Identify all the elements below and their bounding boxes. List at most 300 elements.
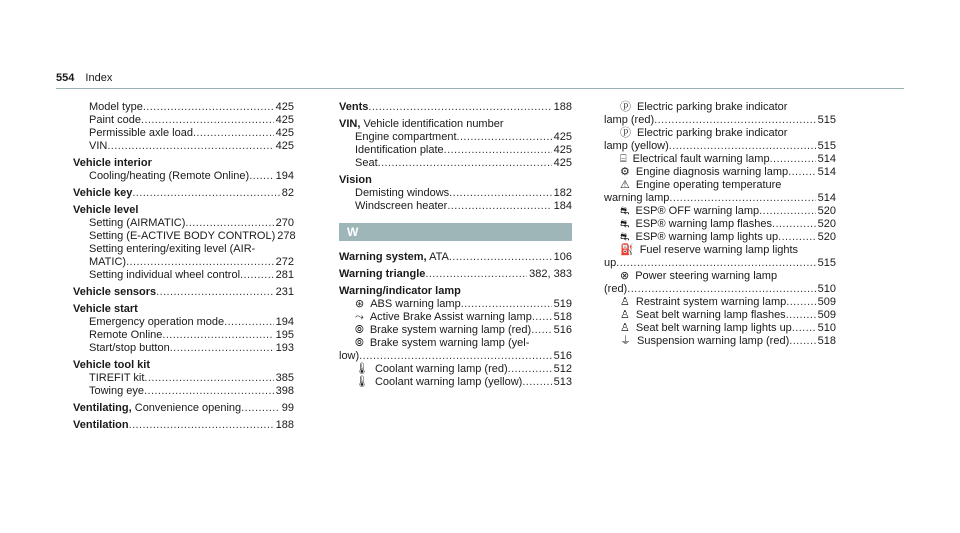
page-ref: 509: [817, 296, 836, 308]
entry-label: Electrical fault warning lamp: [632, 153, 770, 165]
leader-dots: [425, 268, 527, 281]
entry-label: Vents: [339, 101, 369, 113]
page-ref: 520: [817, 231, 836, 243]
entry-label: Remote Online: [89, 329, 163, 341]
entry-text: [355, 187, 449, 200]
page-ref: 516: [553, 324, 572, 336]
fuel-reserve-icon: ⛽: [620, 244, 634, 256]
leader-dots: [378, 157, 552, 170]
entry-label: Vehicle key: [73, 187, 133, 199]
leader-dots: [368, 101, 551, 114]
entry-text: [89, 372, 144, 385]
page-ref: 184: [553, 200, 572, 212]
page-ref: 99: [281, 402, 294, 414]
entry-label: Vehicle sensors: [73, 286, 157, 298]
entry-text: [355, 337, 529, 349]
entry-label: Power steering warning lamp: [635, 270, 778, 282]
entry-text: [355, 131, 457, 144]
entry-label: ESP® warning lamp lights up: [635, 231, 779, 243]
leader-dots: [669, 192, 815, 205]
index-entry: [604, 270, 836, 283]
leader-dots: [449, 187, 551, 200]
leader-dots: [759, 205, 815, 218]
entry-label: Suspension warning lamp (red): [637, 335, 790, 347]
index-entry[interactable]: [73, 316, 294, 329]
page-ref: 194: [275, 316, 294, 328]
entry-text: [73, 157, 152, 169]
entry-text: [89, 385, 144, 398]
leader-dots: [616, 257, 815, 270]
entry-label: Vehicle tool kit: [73, 359, 151, 371]
page-ref: 425: [553, 131, 572, 143]
electrical-fault-icon: ⌸: [620, 153, 627, 165]
leader-dots: [522, 376, 551, 389]
entry-suffix: Convenience opening: [131, 402, 242, 414]
entry-text: [355, 311, 532, 324]
entry-label: Warning system,: [339, 251, 427, 263]
entry-text: [604, 192, 669, 205]
entry-label: Ventilating,: [73, 402, 132, 414]
coolant-yellow-icon: 🌡: [355, 376, 369, 388]
entry-label: Brake system warning lamp (red): [369, 324, 532, 336]
entry-label: lamp (yellow): [604, 140, 669, 152]
entry-label: ESP® OFF warning lamp: [635, 205, 760, 217]
suspension-icon: ⏚: [620, 335, 631, 347]
index-column-3: [604, 101, 836, 348]
entry-label: Vehicle interior: [73, 157, 152, 169]
index-entry[interactable]: [73, 402, 294, 415]
page-ref: 518: [817, 335, 836, 347]
entry-label: Coolant warning lamp (yellow): [374, 376, 523, 388]
entry-label: Demisting windows: [355, 187, 450, 199]
entry-text: [620, 127, 787, 139]
index-letter-heading: W: [339, 223, 572, 241]
index-entry[interactable]: [73, 286, 294, 299]
entry-text: [620, 179, 781, 191]
entry-text: [620, 153, 770, 166]
entry-text: [355, 298, 461, 311]
entry-label: Seat belt warning lamp flashes: [635, 309, 786, 321]
header-rule: [56, 88, 904, 89]
entry-text: [73, 204, 138, 216]
index-entry: [604, 127, 836, 140]
esp-off-icon: ⛐: [620, 205, 630, 217]
entry-label: Coolant warning lamp (red): [374, 363, 508, 375]
entry-text: [620, 322, 792, 335]
index-entry[interactable]: [604, 218, 836, 231]
index-entry[interactable]: [604, 283, 836, 296]
entry-label: Engine diagnosis warning lamp: [635, 166, 789, 178]
seat-belt-flashes-icon: ♙: [620, 309, 630, 321]
index-entry[interactable]: [339, 376, 572, 389]
page-ref: 512: [553, 363, 572, 375]
entry-label: Setting (E-ACTIVE BODY CONTROL): [89, 230, 276, 242]
entry-text: [604, 257, 616, 270]
page-ref: 385: [275, 372, 294, 384]
index-entry[interactable]: [339, 311, 572, 324]
entry-label: Ventilation: [73, 419, 129, 431]
entry-text: [73, 286, 156, 299]
leader-dots: [669, 140, 816, 153]
page-ref: 425: [275, 127, 294, 139]
entry-text: [620, 335, 789, 348]
esp-flashes-icon: ⛐: [620, 218, 630, 230]
leader-dots: [241, 402, 280, 415]
leader-dots: [170, 342, 274, 355]
page-ref: 231: [275, 286, 294, 298]
page-ref: 195: [275, 329, 294, 341]
page-ref: 425: [553, 157, 572, 169]
page-ref: 515: [817, 114, 836, 126]
entry-label: Setting individual wheel control: [89, 269, 241, 281]
entry-text: [89, 316, 224, 329]
entry-text: [339, 101, 368, 114]
index-entry[interactable]: [73, 217, 294, 230]
page-ref: 281: [275, 269, 294, 281]
entry-text: [355, 363, 508, 376]
index-entry[interactable]: [339, 101, 572, 114]
section-title: Index: [85, 72, 113, 84]
page-ref: 515: [817, 257, 836, 269]
index-entry[interactable]: [73, 419, 294, 432]
entry-text: [355, 144, 444, 157]
entry-label: (red): [604, 283, 628, 295]
page-ref: 515: [817, 140, 836, 152]
page-ref: 272: [275, 256, 294, 268]
parking-brake-red-icon: ⓟ: [620, 101, 631, 113]
index-entry[interactable]: [339, 157, 572, 170]
entry-text: [89, 114, 141, 127]
entry-text: [89, 127, 193, 140]
page-ref: 425: [275, 114, 294, 126]
leader-dots: [141, 114, 274, 127]
entry-text: [620, 101, 787, 113]
entry-text: [89, 269, 240, 282]
entry-text: [355, 324, 531, 337]
page-ref: 82: [281, 187, 294, 199]
entry-text: [339, 251, 449, 264]
leader-dots: [457, 131, 552, 144]
page-ref: 194: [275, 170, 294, 182]
index-entry[interactable]: [73, 342, 294, 355]
entry-label: low): [339, 350, 360, 362]
entry-text: [339, 174, 372, 186]
leader-dots: [359, 350, 551, 363]
index-entry[interactable]: [339, 268, 572, 281]
entry-suffix: ATA: [426, 251, 449, 263]
leader-dots: [185, 217, 273, 230]
entry-label: warning lamp: [604, 192, 670, 204]
entry-label: Paint code: [89, 114, 141, 126]
entry-text: [355, 200, 447, 213]
entry-text: [620, 166, 788, 179]
power-steering-icon: ⊗: [620, 270, 630, 282]
entry-label: Seat: [355, 157, 378, 169]
page-ref: 509: [817, 309, 836, 321]
entry-text: [89, 342, 170, 355]
entry-text: [604, 283, 627, 296]
leader-dots: [447, 200, 551, 213]
entry-text: [604, 114, 654, 127]
esp-lights-icon: ⛐: [620, 231, 630, 243]
leader-dots: [508, 363, 552, 376]
abs-lamp-icon: ⊛: [355, 298, 365, 310]
index-entry[interactable]: [73, 372, 294, 385]
entry-text: [620, 296, 786, 309]
page-ref: 425: [553, 144, 572, 156]
entry-label: VIN: [89, 140, 108, 152]
entry-label: Engine operating temperature: [635, 179, 782, 191]
page-ref: 398: [275, 385, 294, 397]
index-entry[interactable]: [339, 144, 572, 157]
leader-dots: [772, 218, 816, 231]
leader-dots: [786, 296, 815, 309]
leader-dots: [792, 322, 816, 335]
index-entry: [604, 244, 836, 257]
entry-label: Fuel reserve warning lamp lights: [639, 244, 799, 256]
page-ref: 188: [275, 419, 294, 431]
index-entry[interactable]: [604, 153, 836, 166]
entry-label: Windscreen heater: [355, 200, 448, 212]
entry-label: MATIC): [89, 256, 127, 268]
leader-dots: [249, 170, 273, 183]
page-ref: 514: [817, 166, 836, 178]
leader-dots: [449, 251, 552, 264]
entry-label: Electric parking brake indicator: [637, 127, 788, 139]
leader-dots: [126, 256, 274, 269]
leader-dots: [654, 114, 816, 127]
entry-suffix: Vehicle identification number: [360, 118, 504, 130]
index-entry: [73, 157, 294, 170]
leader-dots: [778, 231, 816, 244]
leader-dots: [788, 166, 816, 179]
page-ref: 510: [817, 322, 836, 334]
leader-dots: [144, 372, 273, 385]
page-ref: 520: [817, 218, 836, 230]
entry-label: Towing eye: [89, 385, 145, 397]
page-ref: 425: [275, 140, 294, 152]
entry-text: [339, 285, 461, 297]
index-entry[interactable]: [339, 363, 572, 376]
index-entry: [339, 118, 572, 131]
entry-label: Vehicle start: [73, 303, 138, 315]
entry-text: [339, 268, 425, 281]
entry-text: [89, 243, 255, 255]
entry-text: [620, 244, 798, 256]
leader-dots: [224, 316, 274, 329]
entry-text: [355, 157, 378, 170]
index-entry[interactable]: [604, 309, 836, 322]
index-entry[interactable]: [73, 385, 294, 398]
index-entry[interactable]: [339, 200, 572, 213]
leader-dots: [461, 298, 552, 311]
entry-text: [73, 359, 150, 371]
restraint-system-icon: ♙: [620, 296, 630, 308]
leader-dots: [129, 419, 274, 432]
entry-label: Identification plate: [355, 144, 444, 156]
leader-dots: [531, 324, 551, 337]
index-column-1: [73, 101, 294, 432]
page-ref: 270: [275, 217, 294, 229]
index-entry[interactable]: [604, 205, 836, 218]
page-ref: 193: [275, 342, 294, 354]
entry-text: [339, 118, 504, 130]
leader-dots: [627, 283, 815, 296]
index-entry[interactable]: [73, 170, 294, 183]
page-ref: 518: [553, 311, 572, 323]
entry-label: Start/stop button: [89, 342, 170, 354]
index-entry[interactable]: [339, 251, 572, 264]
coolant-red-icon: 🌡: [355, 363, 369, 375]
entry-label: Setting (AIRMATIC): [89, 217, 186, 229]
entry-label: Emergency operation mode: [89, 316, 225, 328]
index-entry: [73, 243, 294, 256]
page-ref: 278: [277, 230, 296, 242]
entry-text: [620, 309, 786, 322]
leader-dots: [444, 144, 552, 157]
entry-label: Model type: [89, 101, 143, 113]
index-entry: [73, 359, 294, 372]
entry-text: [89, 329, 162, 342]
entry-label: VIN,: [339, 118, 361, 130]
entry-label: Vision: [339, 174, 372, 186]
page-ref: 514: [817, 192, 836, 204]
page-number: 554: [56, 72, 75, 84]
page-ref: 520: [817, 205, 836, 217]
entry-label: Seat belt warning lamp lights up: [635, 322, 792, 334]
leader-dots: [143, 101, 274, 114]
page-ref: 514: [817, 153, 836, 165]
entry-label: lamp (red): [604, 114, 655, 126]
entry-label: ABS warning lamp: [370, 298, 461, 310]
entry-label: Electric parking brake indicator: [637, 101, 788, 113]
index-entry[interactable]: [73, 269, 294, 282]
page-ref: 188: [553, 101, 572, 113]
entry-text: [73, 402, 241, 415]
leader-dots: [770, 153, 816, 166]
page-ref: 519: [553, 298, 572, 310]
entry-label: Brake system warning lamp (yel-: [369, 337, 530, 349]
page-ref: 182: [553, 187, 572, 199]
index-entry[interactable]: [604, 231, 836, 244]
leader-dots: [162, 329, 273, 342]
entry-text: [89, 101, 143, 114]
page-ref: 513: [553, 376, 572, 388]
index-entry[interactable]: [73, 140, 294, 153]
page-ref: 106: [553, 251, 572, 263]
entry-label: up: [604, 257, 617, 269]
index-entry[interactable]: [604, 140, 836, 153]
leader-dots: [156, 286, 273, 299]
entry-label: Vehicle level: [73, 204, 139, 216]
entry-text: [73, 419, 129, 432]
leader-dots: [789, 335, 815, 348]
index-entry[interactable]: [604, 257, 836, 270]
index-entry[interactable]: [339, 350, 572, 363]
page-header: [56, 72, 112, 84]
index-entry[interactable]: [73, 256, 294, 269]
index-entry[interactable]: [73, 230, 294, 243]
entry-text: [620, 231, 778, 244]
entry-text: [89, 256, 126, 269]
index-entry[interactable]: [73, 329, 294, 342]
entry-text: [73, 303, 138, 315]
entry-label: Active Brake Assist warning lamp: [369, 311, 532, 323]
index-entry: [339, 285, 572, 298]
index-column-2: [339, 101, 572, 389]
leader-dots: [193, 127, 274, 140]
leader-dots: [786, 309, 816, 322]
parking-brake-yellow-icon: ⓟ: [620, 127, 631, 139]
engine-temperature-icon: ⚠: [620, 179, 630, 191]
entry-label: Warning/indicator lamp: [339, 285, 461, 297]
entry-text: [89, 140, 107, 153]
index-entry[interactable]: [604, 166, 836, 179]
index-entry[interactable]: [73, 101, 294, 114]
index-entry[interactable]: [604, 296, 836, 309]
entry-label: TIREFIT kit: [89, 372, 145, 384]
index-entry: [73, 204, 294, 217]
entry-label: Engine compartment: [355, 131, 457, 143]
page-ref: 382, 383: [529, 268, 572, 280]
entry-text: [89, 217, 185, 230]
brake-system-yellow-icon: ⦾: [355, 337, 364, 349]
index-entry[interactable]: [604, 322, 836, 335]
index-entry: [73, 303, 294, 316]
leader-dots: [532, 311, 552, 324]
brake-assist-lamp-icon: ⤳: [355, 311, 364, 323]
entry-label: Warning triangle: [339, 268, 426, 280]
index-entry: [339, 337, 572, 350]
leader-dots: [132, 187, 279, 200]
entry-text: [620, 218, 772, 231]
entry-label: Restraint system warning lamp: [635, 296, 787, 308]
leader-dots: [240, 269, 274, 282]
index-entry[interactable]: [339, 131, 572, 144]
leader-dots: [107, 140, 273, 153]
index-entry[interactable]: [339, 298, 572, 311]
seat-belt-lights-icon: ♙: [620, 322, 630, 334]
index-entry[interactable]: [339, 187, 572, 200]
entry-text: [604, 140, 669, 153]
entry-text: [73, 187, 132, 200]
entry-text: [339, 350, 359, 363]
index-entry[interactable]: [73, 127, 294, 140]
index-entry[interactable]: [73, 187, 294, 200]
index-entry[interactable]: [604, 192, 836, 205]
index-entry[interactable]: [339, 324, 572, 337]
entry-label: ESP® warning lamp flashes: [635, 218, 773, 230]
entry-label: Permissible axle load: [89, 127, 193, 139]
index-entry: [604, 179, 836, 192]
page-ref: 510: [817, 283, 836, 295]
entry-text: [355, 376, 522, 389]
brake-system-red-icon: ⦾: [355, 324, 364, 336]
page-ref: 425: [275, 101, 294, 113]
index-entry[interactable]: [73, 114, 294, 127]
entry-text: [620, 270, 777, 282]
leader-dots: [144, 385, 274, 398]
index-entry: [604, 101, 836, 114]
page-ref: 516: [553, 350, 572, 362]
entry-text: [89, 230, 275, 243]
index-entry: [339, 174, 572, 187]
index-entry[interactable]: [604, 114, 836, 127]
index-entry[interactable]: [604, 335, 836, 348]
entry-label: Setting entering/exiting level (AIR-: [89, 243, 256, 255]
entry-text: [620, 205, 759, 218]
entry-label: Cooling/heating (Remote Online): [89, 170, 250, 182]
